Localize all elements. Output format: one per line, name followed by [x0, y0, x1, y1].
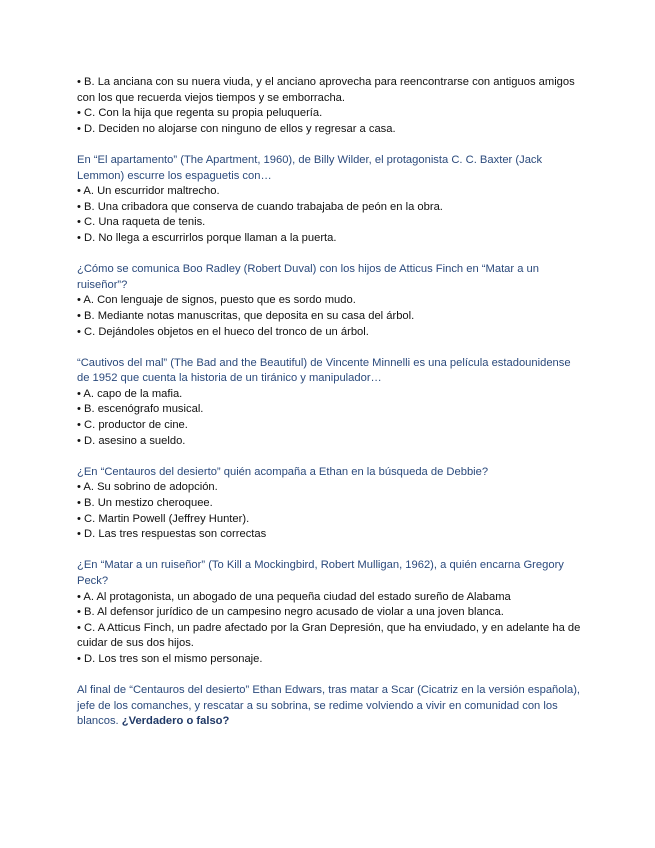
- option-c: • C. Con la hija que regenta su propia peluquería.: [77, 107, 323, 120]
- question-text: ¿En “Centauros del desierto” quién acompaña a Ethan en la búsqueda de Debbie?: [77, 465, 489, 478]
- spacer: [77, 340, 582, 356]
- intro-options: [77, 75, 582, 137]
- quiz-content: [77, 75, 582, 730]
- true-false-prompt: ¿Verdadero o falso?: [121, 715, 230, 728]
- question-text: En “El apartamento” (The Apartment, 1960), de Billy Wilder, el protagonista C. C. Baxter (Jack Lemmon) escurre los espaguetis con…: [77, 153, 543, 182]
- option-c: • C. Una raqueta de tenis.: [77, 216, 206, 229]
- question-text: Al final de “Centauros del desierto” Ethan Edwars, tras matar a Scar (Cicatriz en la versión española), jefe de los comanches, y rescatar a su sobrina, se redime volviendo a vivir en comunidad con los blancos.: [77, 684, 581, 728]
- option-c: • C. productor de cine.: [77, 419, 188, 432]
- option-b: • B. Al defensor jurídico de un campesino negro acusado de violar a una joven blanca.: [77, 606, 504, 619]
- option-c: • C. A Atticus Finch, un padre afectado por la Gran Depresión, que ha enviudado, y en adelante ha de cuidar de sus dos hijos.: [77, 621, 581, 650]
- option-d: • D. Las tres respuestas son correctas: [77, 528, 267, 541]
- question-gregory-peck: [77, 558, 582, 667]
- option-d: • D. Deciden no alojarse con ninguno de ellos y regresar a casa.: [77, 122, 396, 135]
- question-cautivos-del-mal: [77, 356, 582, 450]
- option-a: • A. Un escurridor maltrecho.: [77, 185, 220, 198]
- option-a: • A. Al protagonista, un abogado de una pequeña ciudad del estado sureño de Alabama: [77, 590, 511, 603]
- question-final: [77, 683, 582, 730]
- option-c: • C. Dejándoles objetos en el hueco del tronco de un árbol.: [77, 325, 369, 338]
- question-text: ¿En “Matar a un ruiseñor” (To Kill a Mockingbird, Robert Mulligan, 1962), a quién encarna Gregory Peck?: [77, 559, 564, 587]
- option-b: • B. Una cribadora que conserva de cuando trabajaba de peón en la obra.: [77, 200, 443, 213]
- question-text: ¿Cómo se comunica Boo Radley (Robert Duval) con los hijos de Atticus Finch en “Matar a un ruiseñor”?: [77, 263, 540, 291]
- question-text: “Cautivos del mal” (The Bad and the Beautiful) de Vincente Minnelli es una película estadounidense de 1952 que cuenta la historia de un tiránico y manipulador…: [77, 356, 571, 385]
- option-a: • A. Con lenguaje de signos, puesto que es sordo mudo.: [77, 294, 356, 307]
- question-apartment: [77, 153, 582, 247]
- question-boo-radley: [77, 262, 582, 340]
- option-b: • B. Mediante notas manuscritas, que deposita en su casa del árbol.: [77, 309, 415, 322]
- option-d: • D. No llega a escurrirlos porque llaman a la puerta.: [77, 231, 337, 244]
- option-a: • A. capo de la mafia.: [77, 387, 183, 400]
- spacer: [77, 449, 582, 465]
- option-d: • D. Los tres son el mismo personaje.: [77, 652, 263, 665]
- option-b: • B. Un mestizo cheroquee.: [77, 497, 213, 510]
- option-b: • B. escenógrafo musical.: [77, 403, 204, 416]
- option-a: • A. Su sobrino de adopción.: [77, 481, 218, 494]
- spacer: [77, 543, 582, 559]
- question-centauros: [77, 465, 582, 543]
- option-c: • C. Martin Powell (Jeffrey Hunter).: [77, 512, 250, 525]
- spacer: [77, 137, 582, 153]
- option-d: • D. asesino a sueldo.: [77, 434, 186, 447]
- spacer: [77, 668, 582, 684]
- spacer: [77, 247, 582, 263]
- option-b: • B. La anciana con su nuera viuda, y el anciano aprovecha para reencontrarse con antiguos amigos con los que recuerda viejos tiempos y se emborracha.: [77, 76, 575, 104]
